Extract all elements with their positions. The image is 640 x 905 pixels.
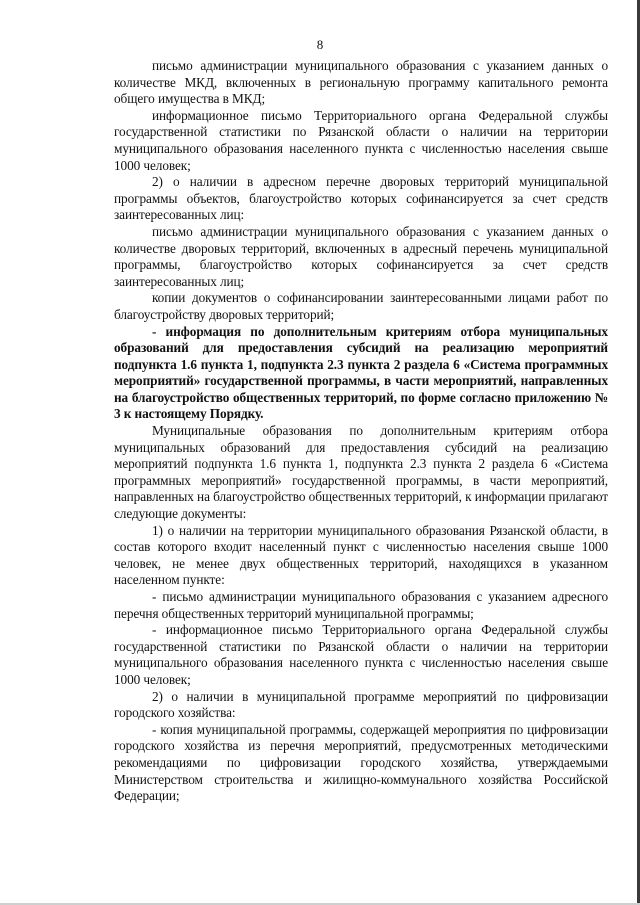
paragraph: письмо администрации муниципального образования с указанием данных о количестве МКД, включенных в региональную программу капитального ремонта общего имущества в МКД;	[114, 58, 608, 107]
paragraph: копии документов о софинансировании заинтересованными лицами работ по благоустройству дворовых территорий;	[114, 290, 608, 322]
paragraph: информационное письмо Территориального органа Федеральной службы государственной статистики по Рязанской области о наличии на территории муниципального образования населенного пункта с численностью населения свыше 1000 человек;	[114, 107, 608, 173]
page-number: 8	[316, 37, 324, 52]
paragraph: - информационное письмо Территориального органа Федеральной службы государственной статистики по Рязанской области о наличии на территории муниципального образования населенного пункта с численностью населения свыше 1000 человек;	[114, 622, 608, 687]
paragraph: Муниципальные образования по дополнительным критериям отбора муниципальных образований для предоставления субсидий на реализацию мероприятий подпункта 1.6 пункта 1, подпункта 2.3 пункта 2 раздела 6 «Система программных мероприятий» государственной программы, в части мероприятий, направленных на благоустройство общественных территорий, к информации прилагают следующие документы:	[114, 423, 608, 522]
paragraph: 2) о наличии в муниципальной программе мероприятий по цифровизации городского хозяйства:	[114, 688, 608, 721]
paragraph: - копия муниципальной программы, содержащей мероприятия по цифровизации городского хозяйства из перечня мероприятий, предусмотренных методическими рекомендациями по цифровизации городского хозяйства, утверждаемыми Министерством строительства и жилищно-коммунального хозяйства Российской Федерации;	[114, 721, 608, 804]
paragraph: письмо администрации муниципального образования с указанием данных о количестве дворовых территорий, включенных в адресный перечень муниципальной программы, благоустройство которых софинансируется за счет средств заинтересованных лиц;	[114, 223, 608, 289]
paragraph-bold: - информация по дополнительным критериям отбора муниципальных образований для предоставления субсидий на реализацию мероприятий подпункта 1.6 пункта 1, подпункта 2.3 пункта 2 раздела 6 «Система программных мероприятий» государственной программы, в части мероприятий, направленных на благоустройство общественных территорий, по форме согласно приложению № 3 к настоящему Порядку.	[114, 323, 608, 422]
paragraph: 2) о наличии в адресном перечне дворовых территорий муниципальной программы объектов, благоустройство которых софинансируется за счет средств заинтересованных лиц:	[114, 174, 608, 223]
paragraph: 1) о наличии на территории муниципального образования Рязанской области, в состав которого входит населенный пункт с численностью населения свыше 1000 человек, не менее двух общественных территорий, находящихся в указанном населенном пункте:	[114, 522, 608, 588]
document-body	[114, 58, 608, 805]
paragraph: - письмо администрации муниципального образования с указанием адресного перечня общественных территорий муниципальной программы;	[114, 589, 608, 621]
